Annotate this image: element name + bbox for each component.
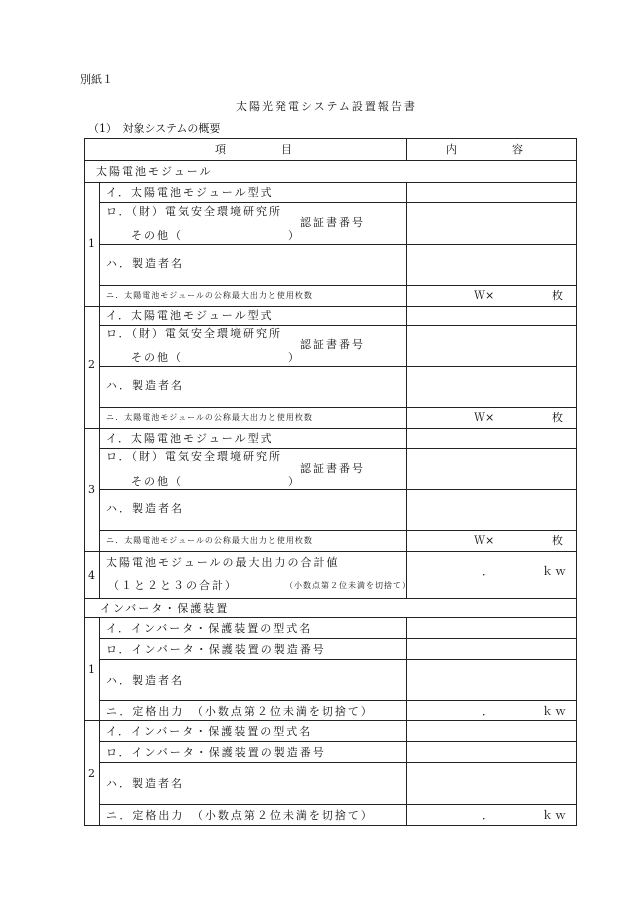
- total-decimal-point: ．: [482, 565, 493, 578]
- module-output-label: ニ．太陽電池モジュールの公称最大出力と使用枚数: [106, 413, 313, 422]
- module-cert-number-label: 認証書番号: [300, 216, 365, 229]
- total-rounding-note: （小数点第２位未満を切捨て）: [285, 581, 411, 590]
- inverter-serial-label: ロ．インバータ・保護装置の製造番号: [106, 746, 326, 759]
- inverter-decimal-point: ．: [482, 809, 493, 822]
- total-output-label: 太陽電池モジュールの最大出力の合計値: [106, 556, 340, 569]
- module-other-label: その他（: [131, 351, 183, 364]
- module-watt-unit: Ｗ×: [474, 534, 495, 547]
- module-cert-org-label: ロ．（財）電気安全環境研究所: [106, 205, 283, 218]
- module-maker-label: ハ．製造者名: [106, 379, 184, 392]
- inverter-section-header: インバータ・保護装置: [100, 602, 230, 615]
- total-sum-label: （１と２と３の合計）: [108, 579, 238, 592]
- attachment-label: 別紙１: [80, 73, 113, 86]
- inverter-maker-label: ハ．製造者名: [106, 777, 184, 790]
- section-heading: （1） 対象システムの概要: [88, 122, 221, 135]
- inverter-model-label: イ．インバータ・保護装置の型式名: [106, 725, 313, 738]
- module-maker-label: ハ．製造者名: [106, 257, 184, 270]
- module-cert-number-label: 認証書番号: [300, 338, 365, 351]
- module-cert-number-label: 認証書番号: [300, 462, 365, 475]
- module-number: 2: [88, 358, 95, 371]
- module-count-unit: 枚: [552, 289, 563, 302]
- inverter-model-label: イ．インバータ・保護装置の型式名: [106, 622, 313, 635]
- modules-section-header: 太陽電池モジュール: [96, 165, 213, 178]
- inverter-serial-label: ロ．インバータ・保護装置の製造番号: [106, 643, 326, 656]
- module-watt-unit: Ｗ×: [474, 289, 495, 302]
- inverter-rated-output-label: ニ．定格出力 （小数点第２位未満を切捨て）: [106, 809, 374, 822]
- module-model-label: イ．太陽電池モジュール型式: [106, 432, 274, 445]
- module-count-unit: 枚: [552, 411, 563, 424]
- module-cert-org-label: ロ．（財）電気安全環境研究所: [106, 327, 283, 340]
- total-kw-unit: ｋｗ: [542, 565, 568, 578]
- inverter-number: 2: [88, 767, 95, 780]
- inverter-maker-label: ハ．製造者名: [106, 674, 184, 687]
- module-output-label: ニ．太陽電池モジュールの公称最大出力と使用枚数: [106, 291, 313, 300]
- module-model-label: イ．太陽電池モジュール型式: [106, 309, 274, 322]
- module-other-close: ）: [288, 351, 299, 364]
- module-other-close: ）: [288, 229, 299, 242]
- module-model-label: イ．太陽電池モジュール型式: [106, 186, 274, 199]
- inverter-kw-unit: ｋｗ: [542, 705, 568, 718]
- module-number: 1: [88, 237, 95, 250]
- page-title: 太陽光発電システム設置報告書: [236, 100, 417, 113]
- module-number: 3: [88, 483, 95, 496]
- module-other-close: ）: [288, 475, 299, 488]
- inverter-number: 1: [88, 663, 95, 676]
- module-other-label: その他（: [131, 229, 183, 242]
- column-header-content: 内 容: [446, 143, 523, 156]
- inverter-rated-output-label: ニ．定格出力 （小数点第２位未満を切捨て）: [106, 705, 374, 718]
- total-number: 4: [88, 569, 95, 582]
- module-watt-unit: Ｗ×: [474, 411, 495, 424]
- module-output-label: ニ．太陽電池モジュールの公称最大出力と使用枚数: [106, 536, 313, 545]
- inverter-decimal-point: ．: [482, 705, 493, 718]
- column-header-item: 項 目: [215, 143, 292, 156]
- module-cert-org-label: ロ．（財）電気安全環境研究所: [106, 450, 283, 463]
- module-count-unit: 枚: [552, 534, 563, 547]
- module-maker-label: ハ．製造者名: [106, 502, 184, 515]
- inverter-kw-unit: ｋｗ: [542, 809, 568, 822]
- module-other-label: その他（: [131, 475, 183, 488]
